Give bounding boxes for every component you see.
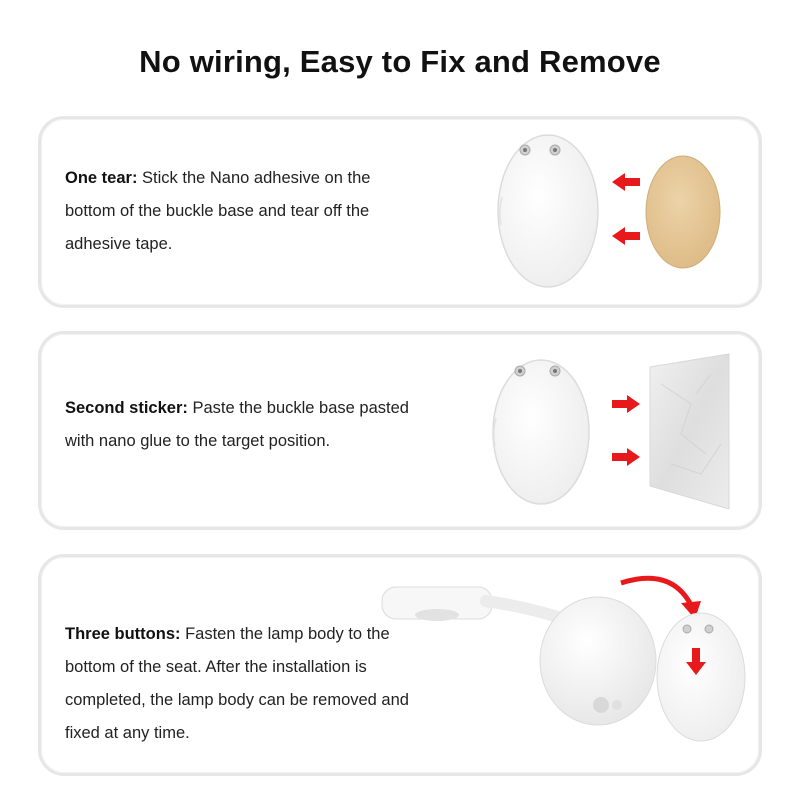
lamp-illustration [41,557,765,779]
buckle-base-icon [493,360,589,504]
nano-adhesive-icon [646,156,720,268]
seat-base-icon [657,613,745,741]
step-text: Stick the Nano adhesive on the bottom of the buckle base and tear off the adhesive tape. [65,169,371,253]
step-text: Paste the buckle base pasted with nano glue to the target position. [65,399,409,450]
step-label: Second sticker: [65,399,188,417]
step-label: Three buttons: [65,625,181,643]
lamp-body-icon [540,597,656,725]
step-label: One tear: [65,169,138,187]
buckle-base-icon [498,135,598,287]
adhesive-illustration [41,119,765,311]
lamp-head-icon [382,587,492,621]
step-card-second-sticker [38,331,762,530]
step-card-one-tear [38,116,762,308]
arrow-right-icon [612,395,640,466]
step-card-three-buttons [38,554,762,776]
page-title: No wiring, Easy to Fix and Remove [139,44,661,79]
paste-illustration [41,334,765,533]
wall-surface-icon [650,354,729,509]
arrow-left-icon [612,173,640,245]
step-text: Fasten the lamp body to the bottom of the seat. After the installation is completed, the lamp body can be removed and fixed at any time. [65,625,409,742]
